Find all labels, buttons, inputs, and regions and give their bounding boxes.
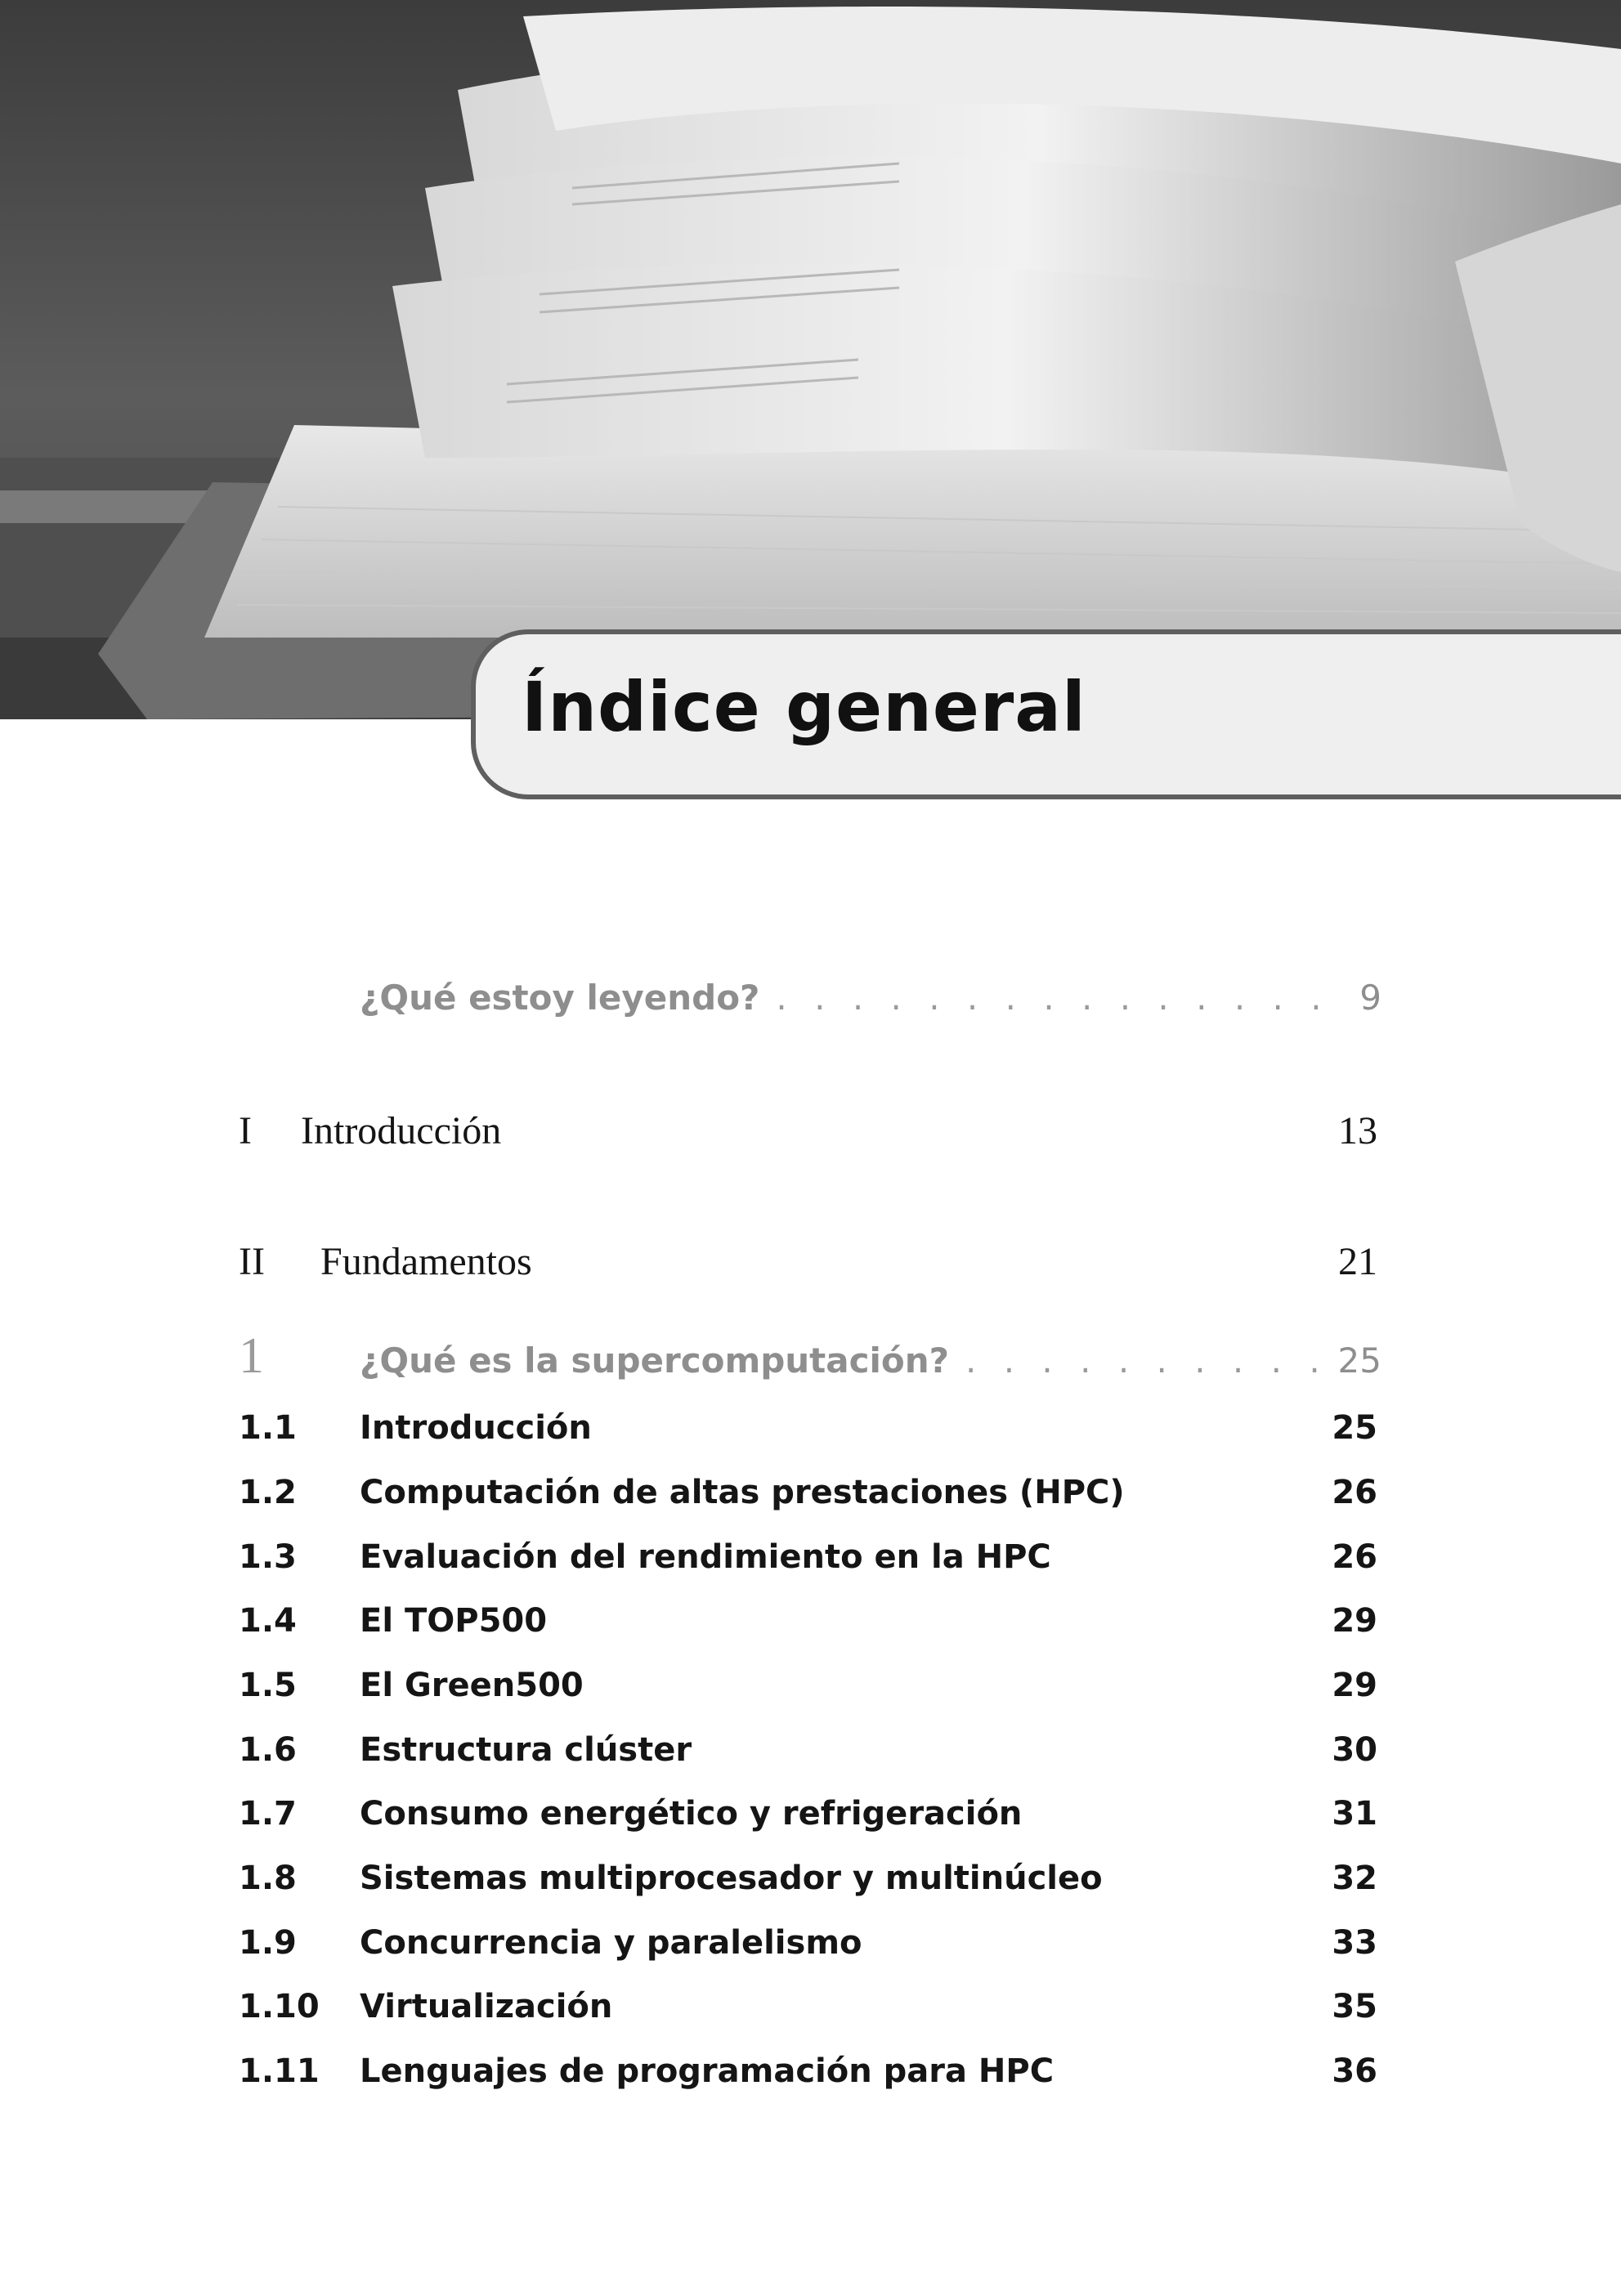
- section-number: 1.4: [239, 1602, 297, 1640]
- section-label: Sistemas multiprocesador y multinúcleo: [360, 1860, 1103, 1897]
- page-title: Índice general: [522, 667, 1086, 747]
- section-label: Introducción: [360, 1409, 592, 1447]
- section-label: El TOP500: [360, 1602, 548, 1640]
- title-banner: [471, 629, 1621, 799]
- part-number: II: [239, 1240, 265, 1283]
- section-number: 1.7: [239, 1795, 297, 1833]
- section-page: 36: [1332, 2052, 1377, 2090]
- section-page: 35: [1332, 1988, 1377, 2025]
- part-page: 21: [1338, 1240, 1377, 1283]
- chapter-page: 25: [1337, 1340, 1381, 1381]
- part-label: Fundamentos: [320, 1240, 532, 1283]
- chapter-label: ¿Qué es la supercomputación?: [360, 1340, 950, 1381]
- dot-leader: [965, 1340, 1322, 1381]
- section-number: 1.1: [239, 1409, 297, 1447]
- section-number: 1.5: [239, 1667, 297, 1704]
- section-page: 25: [1332, 1409, 1377, 1447]
- section-number: 1.6: [239, 1731, 297, 1769]
- section-page: 31: [1332, 1795, 1377, 1833]
- part-number: I: [239, 1109, 252, 1152]
- section-number: 1.11: [239, 2052, 320, 2090]
- section-label: Virtualización: [360, 1988, 613, 2025]
- section-page: 32: [1332, 1860, 1377, 1897]
- section-label: Consumo energético y refrigeración: [360, 1795, 1023, 1833]
- section-number: 1.9: [239, 1924, 297, 1962]
- toc-entry-label: ¿Qué estoy leyendo?: [360, 978, 760, 1018]
- section-page: 26: [1332, 1474, 1377, 1511]
- section-page: 30: [1332, 1731, 1377, 1769]
- dot-leader: [776, 978, 1343, 1018]
- toc-entry-page: 9: [1359, 978, 1381, 1018]
- section-page: 29: [1332, 1602, 1377, 1640]
- section-number: 1.10: [239, 1988, 320, 2025]
- section-number: 1.2: [239, 1474, 297, 1511]
- chapter-entry: [360, 1340, 1381, 1381]
- section-label: El Green500: [360, 1667, 584, 1704]
- section-number: 1.8: [239, 1860, 297, 1897]
- section-page: 26: [1332, 1538, 1377, 1576]
- section-page: 33: [1332, 1924, 1377, 1962]
- part-label: Introducción: [301, 1109, 502, 1152]
- section-label: Evaluación del rendimiento en la HPC: [360, 1538, 1051, 1576]
- chapter-number: 1: [239, 1328, 264, 1384]
- section-page: 29: [1332, 1667, 1377, 1704]
- section-label: Computación de altas prestaciones (HPC): [360, 1474, 1125, 1511]
- section-label: Lenguajes de programación para HPC: [360, 2052, 1055, 2090]
- section-label: Estructura clúster: [360, 1731, 692, 1769]
- toc-entry-preface[interactable]: [360, 978, 1381, 1018]
- part-page: 13: [1338, 1109, 1377, 1152]
- section-label: Concurrencia y paralelismo: [360, 1924, 862, 1962]
- section-number: 1.3: [239, 1538, 297, 1576]
